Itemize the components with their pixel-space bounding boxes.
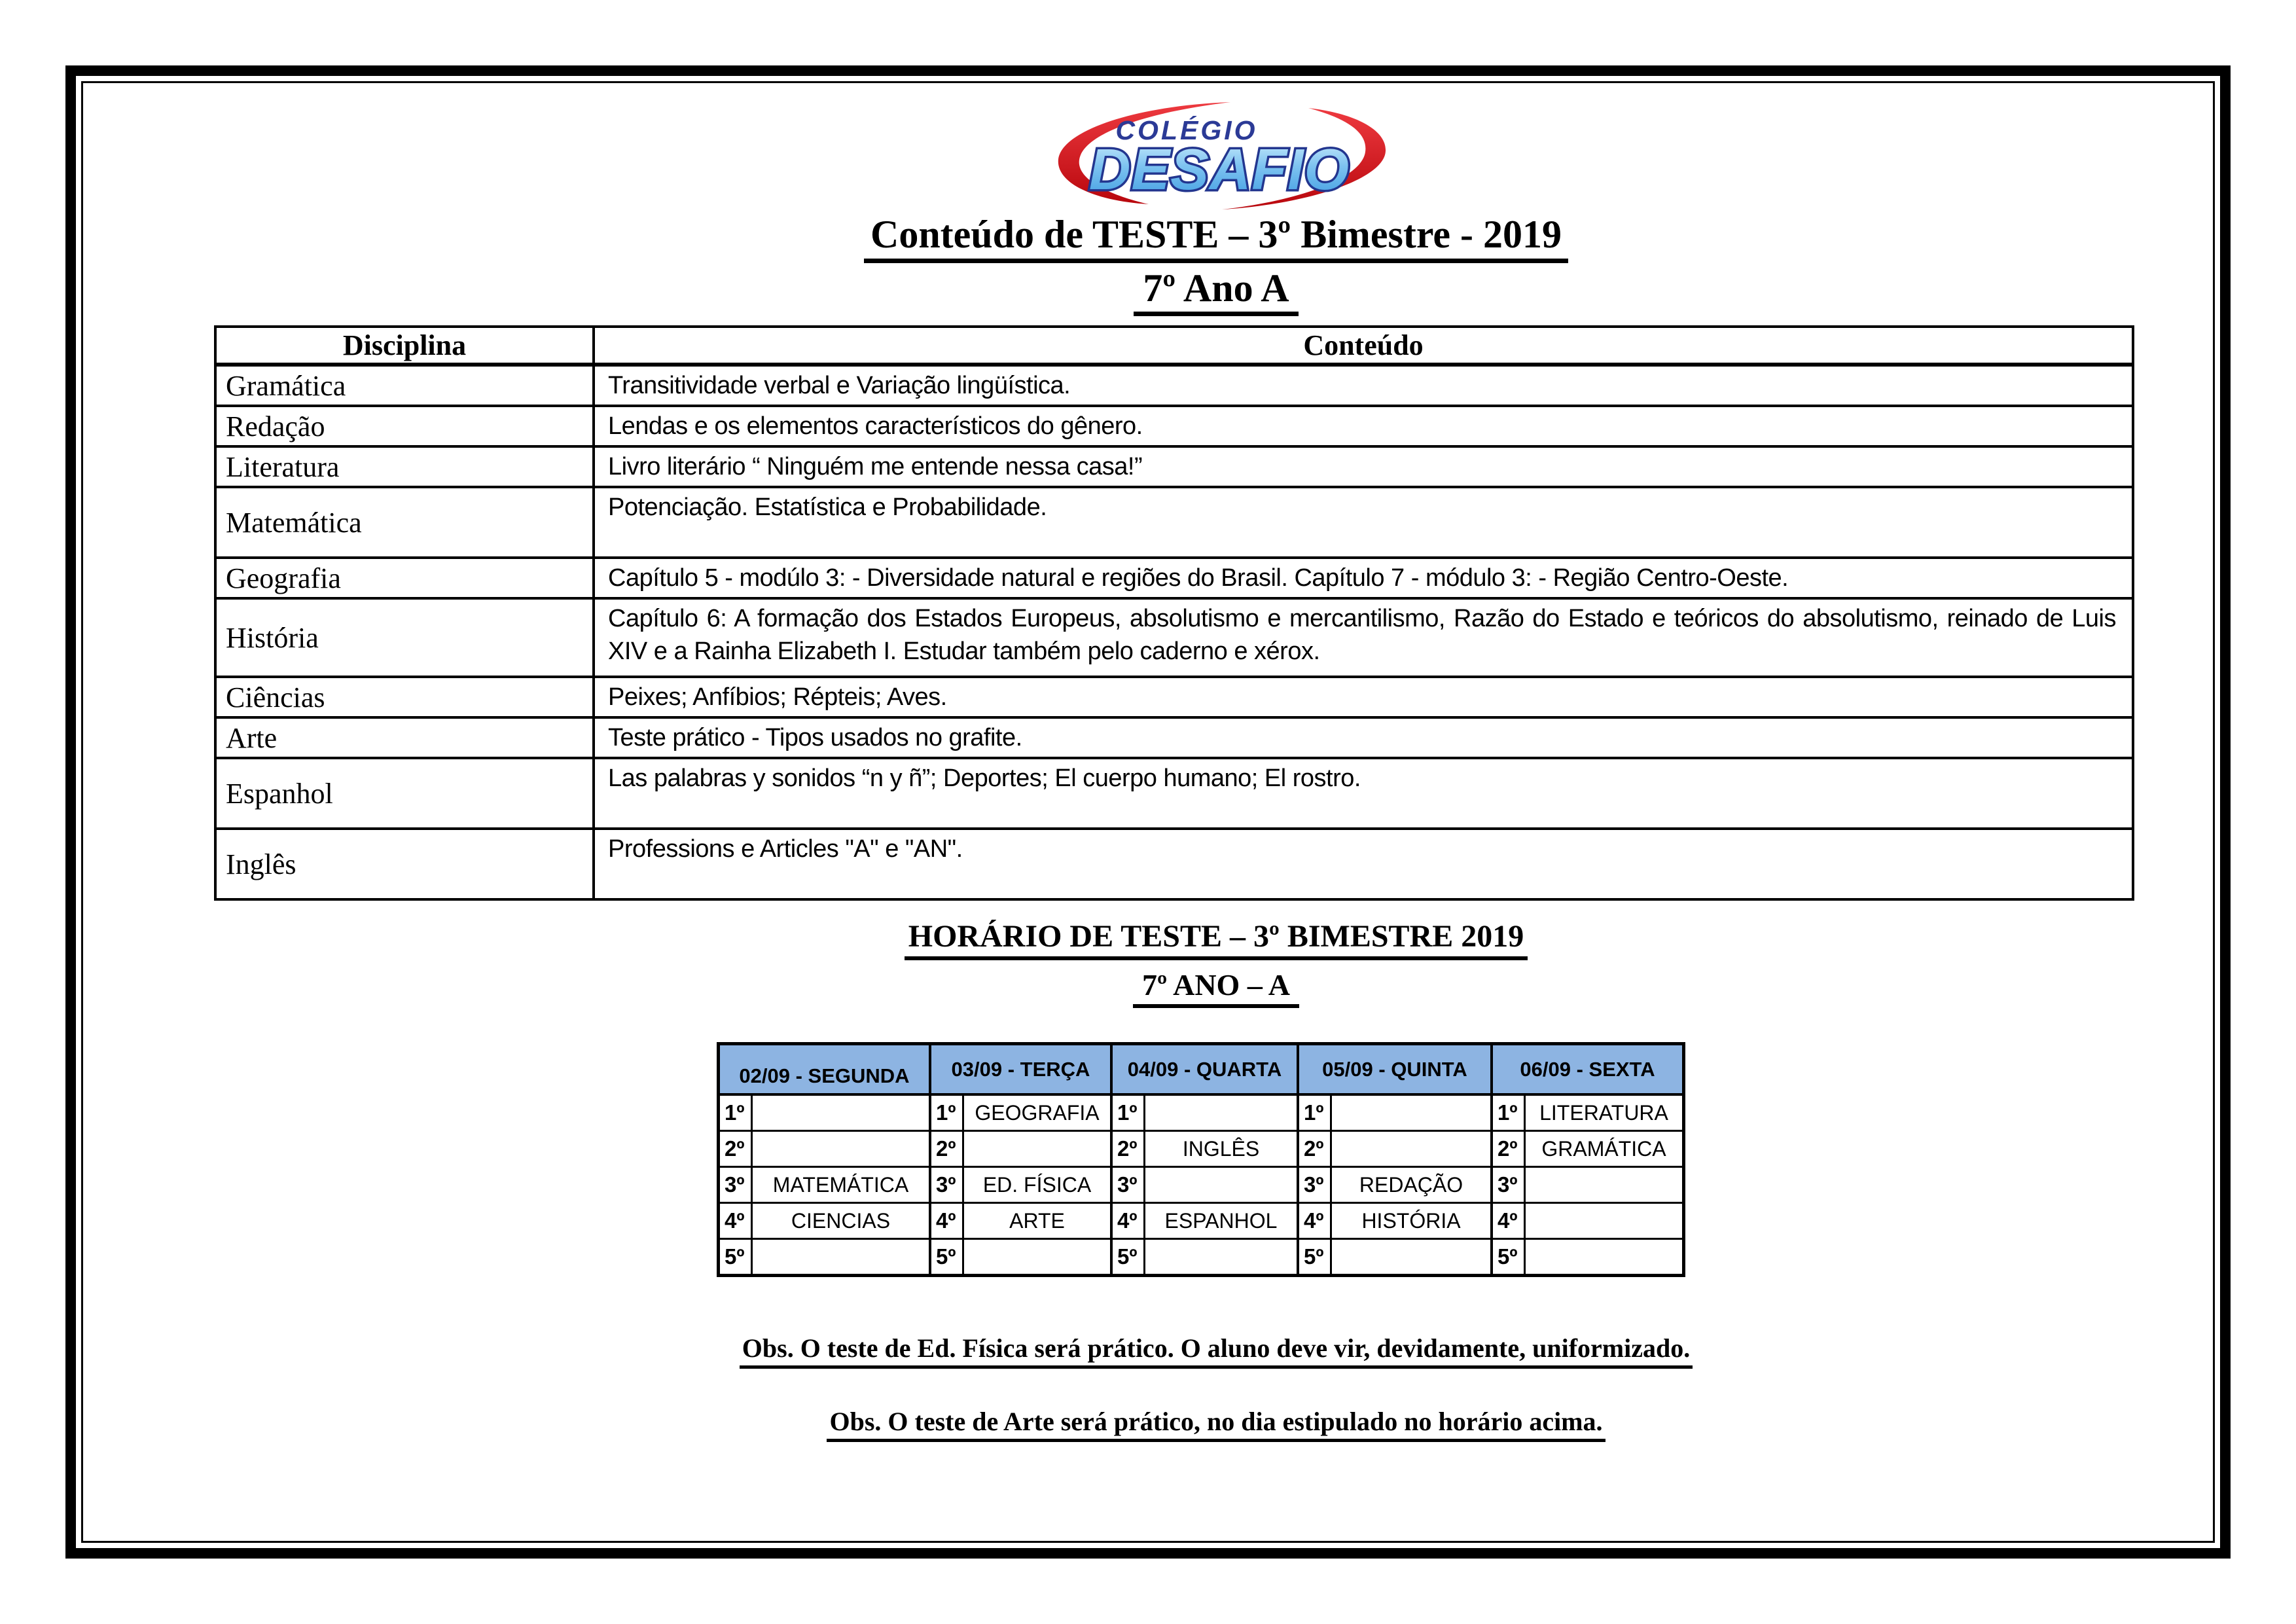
period-subject bbox=[964, 1132, 1110, 1166]
content-table-header-row bbox=[215, 327, 2133, 365]
note-arte: Obs. O teste de Arte será prático, no dia estipulado no horário acima. bbox=[827, 1407, 1605, 1442]
schedule-title-row bbox=[151, 919, 2215, 960]
discipline-cell: Redação bbox=[215, 406, 594, 446]
logo-colegio-text: COLÉGIO bbox=[1115, 115, 1258, 145]
column-header-disciplina: Disciplina bbox=[215, 327, 594, 365]
content-cell: Capítulo 5 - modúlo 3: - Diversidade natural e regiões do Brasil. Capítulo 7 - módulo 3: - Região Centro-Oeste. bbox=[594, 558, 2133, 598]
period-label: 5º bbox=[720, 1240, 753, 1274]
discipline-cell: Literatura bbox=[215, 446, 594, 487]
schedule-cell-row bbox=[1113, 1168, 1297, 1204]
period-label: 3º bbox=[931, 1168, 964, 1202]
note-ed-fisica: Obs. O teste de Ed. Física será prático. O aluno deve vir, devidamente, uniformizado. bbox=[740, 1333, 1693, 1369]
content-cell: Peixes; Anfíbios; Répteis; Aves. bbox=[594, 677, 2133, 717]
table-row bbox=[215, 558, 2133, 598]
period-label: 2º bbox=[720, 1132, 753, 1166]
schedule-day-header: 03/09 - TERÇA bbox=[931, 1045, 1110, 1096]
content-cell: Capítulo 6: A formação dos Estados Europeus, absolutismo e mercantilismo, Razão do Estado e teóricos do absolutismo, reinado de Luis XIV e a Rainha Elizabeth I. Estudar também pelo caderno e xérox. bbox=[594, 598, 2133, 677]
period-subject bbox=[1526, 1204, 1682, 1238]
content-cell: Teste prático - Tipos usados no grafite. bbox=[594, 717, 2133, 758]
note-row-1 bbox=[151, 1333, 2215, 1369]
schedule-cell-row bbox=[1299, 1132, 1490, 1168]
discipline-cell: Geografia bbox=[215, 558, 594, 598]
period-label: 2º bbox=[931, 1132, 964, 1166]
period-subject: CIENCIAS bbox=[791, 1208, 891, 1233]
logo-desafio-text: DESAFIO bbox=[1088, 137, 1350, 202]
period-label: 1º bbox=[1113, 1096, 1145, 1130]
period-label: 3º bbox=[1299, 1168, 1332, 1202]
schedule-day-column bbox=[720, 1045, 931, 1274]
table-row bbox=[215, 487, 2133, 558]
page-title: Conteúdo de TESTE – 3º Bimestre - 2019 bbox=[864, 213, 1568, 263]
period-subject bbox=[1145, 1096, 1297, 1130]
period-subject bbox=[753, 1132, 929, 1166]
period-subject: GRAMÁTICA bbox=[1541, 1136, 1666, 1161]
schedule-cell-row bbox=[720, 1204, 929, 1240]
discipline-cell: Ciências bbox=[215, 677, 594, 717]
schedule-cell-row bbox=[720, 1132, 929, 1168]
table-row bbox=[215, 598, 2133, 677]
period-subject bbox=[753, 1240, 929, 1274]
period-label: 3º bbox=[1493, 1168, 1526, 1202]
period-label: 4º bbox=[720, 1204, 753, 1238]
schedule-day-column bbox=[1299, 1045, 1493, 1274]
table-row bbox=[215, 829, 2133, 899]
period-label: 2º bbox=[1299, 1132, 1332, 1166]
school-logo-graphic bbox=[1031, 100, 1410, 211]
period-label: 5º bbox=[931, 1240, 964, 1274]
period-subject bbox=[964, 1240, 1110, 1274]
table-row bbox=[215, 446, 2133, 487]
discipline-cell: Espanhol bbox=[215, 758, 594, 829]
discipline-cell: Arte bbox=[215, 717, 594, 758]
period-label: 4º bbox=[1113, 1204, 1145, 1238]
period-label: 3º bbox=[720, 1168, 753, 1202]
schedule-cell-row bbox=[1493, 1168, 1682, 1204]
period-subject: HISTÓRIA bbox=[1361, 1208, 1461, 1233]
content-cell: Las palabras y sonidos “n y ñ”; Deportes; El cuerpo humano; El rostro. bbox=[594, 758, 2133, 829]
content-cell: Lendas e os elementos característicos do gênero. bbox=[594, 406, 2133, 446]
page-subtitle: 7º Ano A bbox=[1134, 267, 1298, 316]
period-label: 2º bbox=[1493, 1132, 1526, 1166]
period-label: 5º bbox=[1113, 1240, 1145, 1274]
content-cell: Livro literário “ Ninguém me entende nessa casa!” bbox=[594, 446, 2133, 487]
schedule-cell-row bbox=[1493, 1132, 1682, 1168]
period-subject: ED. FÍSICA bbox=[982, 1172, 1092, 1197]
period-label: 4º bbox=[1299, 1204, 1332, 1238]
schedule-cell-row bbox=[931, 1204, 1110, 1240]
period-subject bbox=[1332, 1096, 1490, 1130]
period-label: 4º bbox=[1493, 1204, 1526, 1238]
discipline-cell: História bbox=[215, 598, 594, 677]
schedule-cell-row bbox=[1299, 1096, 1490, 1132]
note-row-2 bbox=[151, 1407, 2215, 1442]
schedule-subtitle: 7º ANO – A bbox=[1133, 968, 1299, 1008]
page-border-frame bbox=[65, 65, 2231, 1559]
column-header-conteudo: Conteúdo bbox=[594, 327, 2133, 365]
schedule-day-header: 05/09 - QUINTA bbox=[1299, 1045, 1490, 1096]
schedule-day-column bbox=[1493, 1045, 1682, 1274]
schedule-cell-row bbox=[720, 1168, 929, 1204]
period-label: 5º bbox=[1493, 1240, 1526, 1274]
content-cell: Professions e Articles "A" e "AN". bbox=[594, 829, 2133, 899]
school-logo bbox=[1031, 100, 1410, 213]
schedule-cell-row bbox=[1299, 1204, 1490, 1240]
discipline-cell: Gramática bbox=[215, 365, 594, 406]
period-subject bbox=[1526, 1240, 1682, 1274]
schedule-day-column bbox=[1113, 1045, 1299, 1274]
period-subject bbox=[1332, 1132, 1490, 1166]
document-subtitle-row bbox=[151, 263, 2215, 316]
schedule-cell-row bbox=[1113, 1096, 1297, 1132]
schedule-cell-row bbox=[1299, 1240, 1490, 1274]
schedule-cell-row bbox=[1493, 1240, 1682, 1274]
table-row bbox=[215, 365, 2133, 406]
period-subject: ARTE bbox=[1009, 1208, 1065, 1233]
period-label: 3º bbox=[1113, 1168, 1145, 1202]
page-inner-frame bbox=[81, 81, 2215, 1543]
content-table bbox=[214, 325, 2134, 901]
schedule-cell-row bbox=[1493, 1096, 1682, 1132]
period-subject bbox=[1526, 1168, 1682, 1202]
document-title-row bbox=[151, 213, 2215, 263]
schedule-cell-row bbox=[1113, 1132, 1297, 1168]
period-label: 2º bbox=[1113, 1132, 1145, 1166]
period-label: 1º bbox=[720, 1096, 753, 1130]
table-row bbox=[215, 717, 2133, 758]
schedule-cell-row bbox=[931, 1096, 1110, 1132]
schedule-day-header: 04/09 - QUARTA bbox=[1113, 1045, 1297, 1096]
period-label: 1º bbox=[931, 1096, 964, 1130]
schedule-day-header: 06/09 - SEXTA bbox=[1493, 1045, 1682, 1096]
schedule-cell-row bbox=[1113, 1204, 1297, 1240]
schedule-day-header: 02/09 - SEGUNDA bbox=[720, 1045, 929, 1096]
schedule-day-column bbox=[931, 1045, 1113, 1274]
content-cell: Transitividade verbal e Variação lingüística. bbox=[594, 365, 2133, 406]
table-row bbox=[215, 677, 2133, 717]
discipline-cell: Matemática bbox=[215, 487, 594, 558]
schedule-cell-row bbox=[720, 1096, 929, 1132]
discipline-cell: Inglês bbox=[215, 829, 594, 899]
schedule-cell-row bbox=[720, 1240, 929, 1274]
schedule-cell-row bbox=[931, 1132, 1110, 1168]
period-subject: LITERATURA bbox=[1539, 1100, 1668, 1125]
table-row bbox=[215, 758, 2133, 829]
schedule-title: HORÁRIO DE TESTE – 3º BIMESTRE 2019 bbox=[905, 919, 1528, 960]
period-subject: MATEMÁTICA bbox=[772, 1172, 909, 1197]
period-subject bbox=[753, 1096, 929, 1130]
period-label: 5º bbox=[1299, 1240, 1332, 1274]
period-subject bbox=[1332, 1240, 1490, 1274]
schedule-table bbox=[717, 1042, 1685, 1277]
schedule-cell-row bbox=[1299, 1168, 1490, 1204]
period-subject: GEOGRAFIA bbox=[975, 1100, 1100, 1125]
period-label: 1º bbox=[1299, 1096, 1332, 1130]
period-subject: ESPANHOL bbox=[1164, 1208, 1278, 1233]
schedule-cell-row bbox=[1493, 1204, 1682, 1240]
period-subject: INGLÊS bbox=[1182, 1136, 1260, 1161]
period-label: 1º bbox=[1493, 1096, 1526, 1130]
schedule-cell-row bbox=[931, 1240, 1110, 1274]
schedule-cell-row bbox=[931, 1168, 1110, 1204]
period-subject bbox=[1145, 1240, 1297, 1274]
schedule-cell-row bbox=[1113, 1240, 1297, 1274]
content-cell: Potenciação. Estatística e Probabilidade. bbox=[594, 487, 2133, 558]
table-row bbox=[215, 406, 2133, 446]
period-label: 4º bbox=[931, 1204, 964, 1238]
period-subject: REDAÇÃO bbox=[1359, 1172, 1463, 1197]
schedule-subtitle-row bbox=[151, 968, 2215, 1008]
period-subject bbox=[1145, 1168, 1297, 1202]
